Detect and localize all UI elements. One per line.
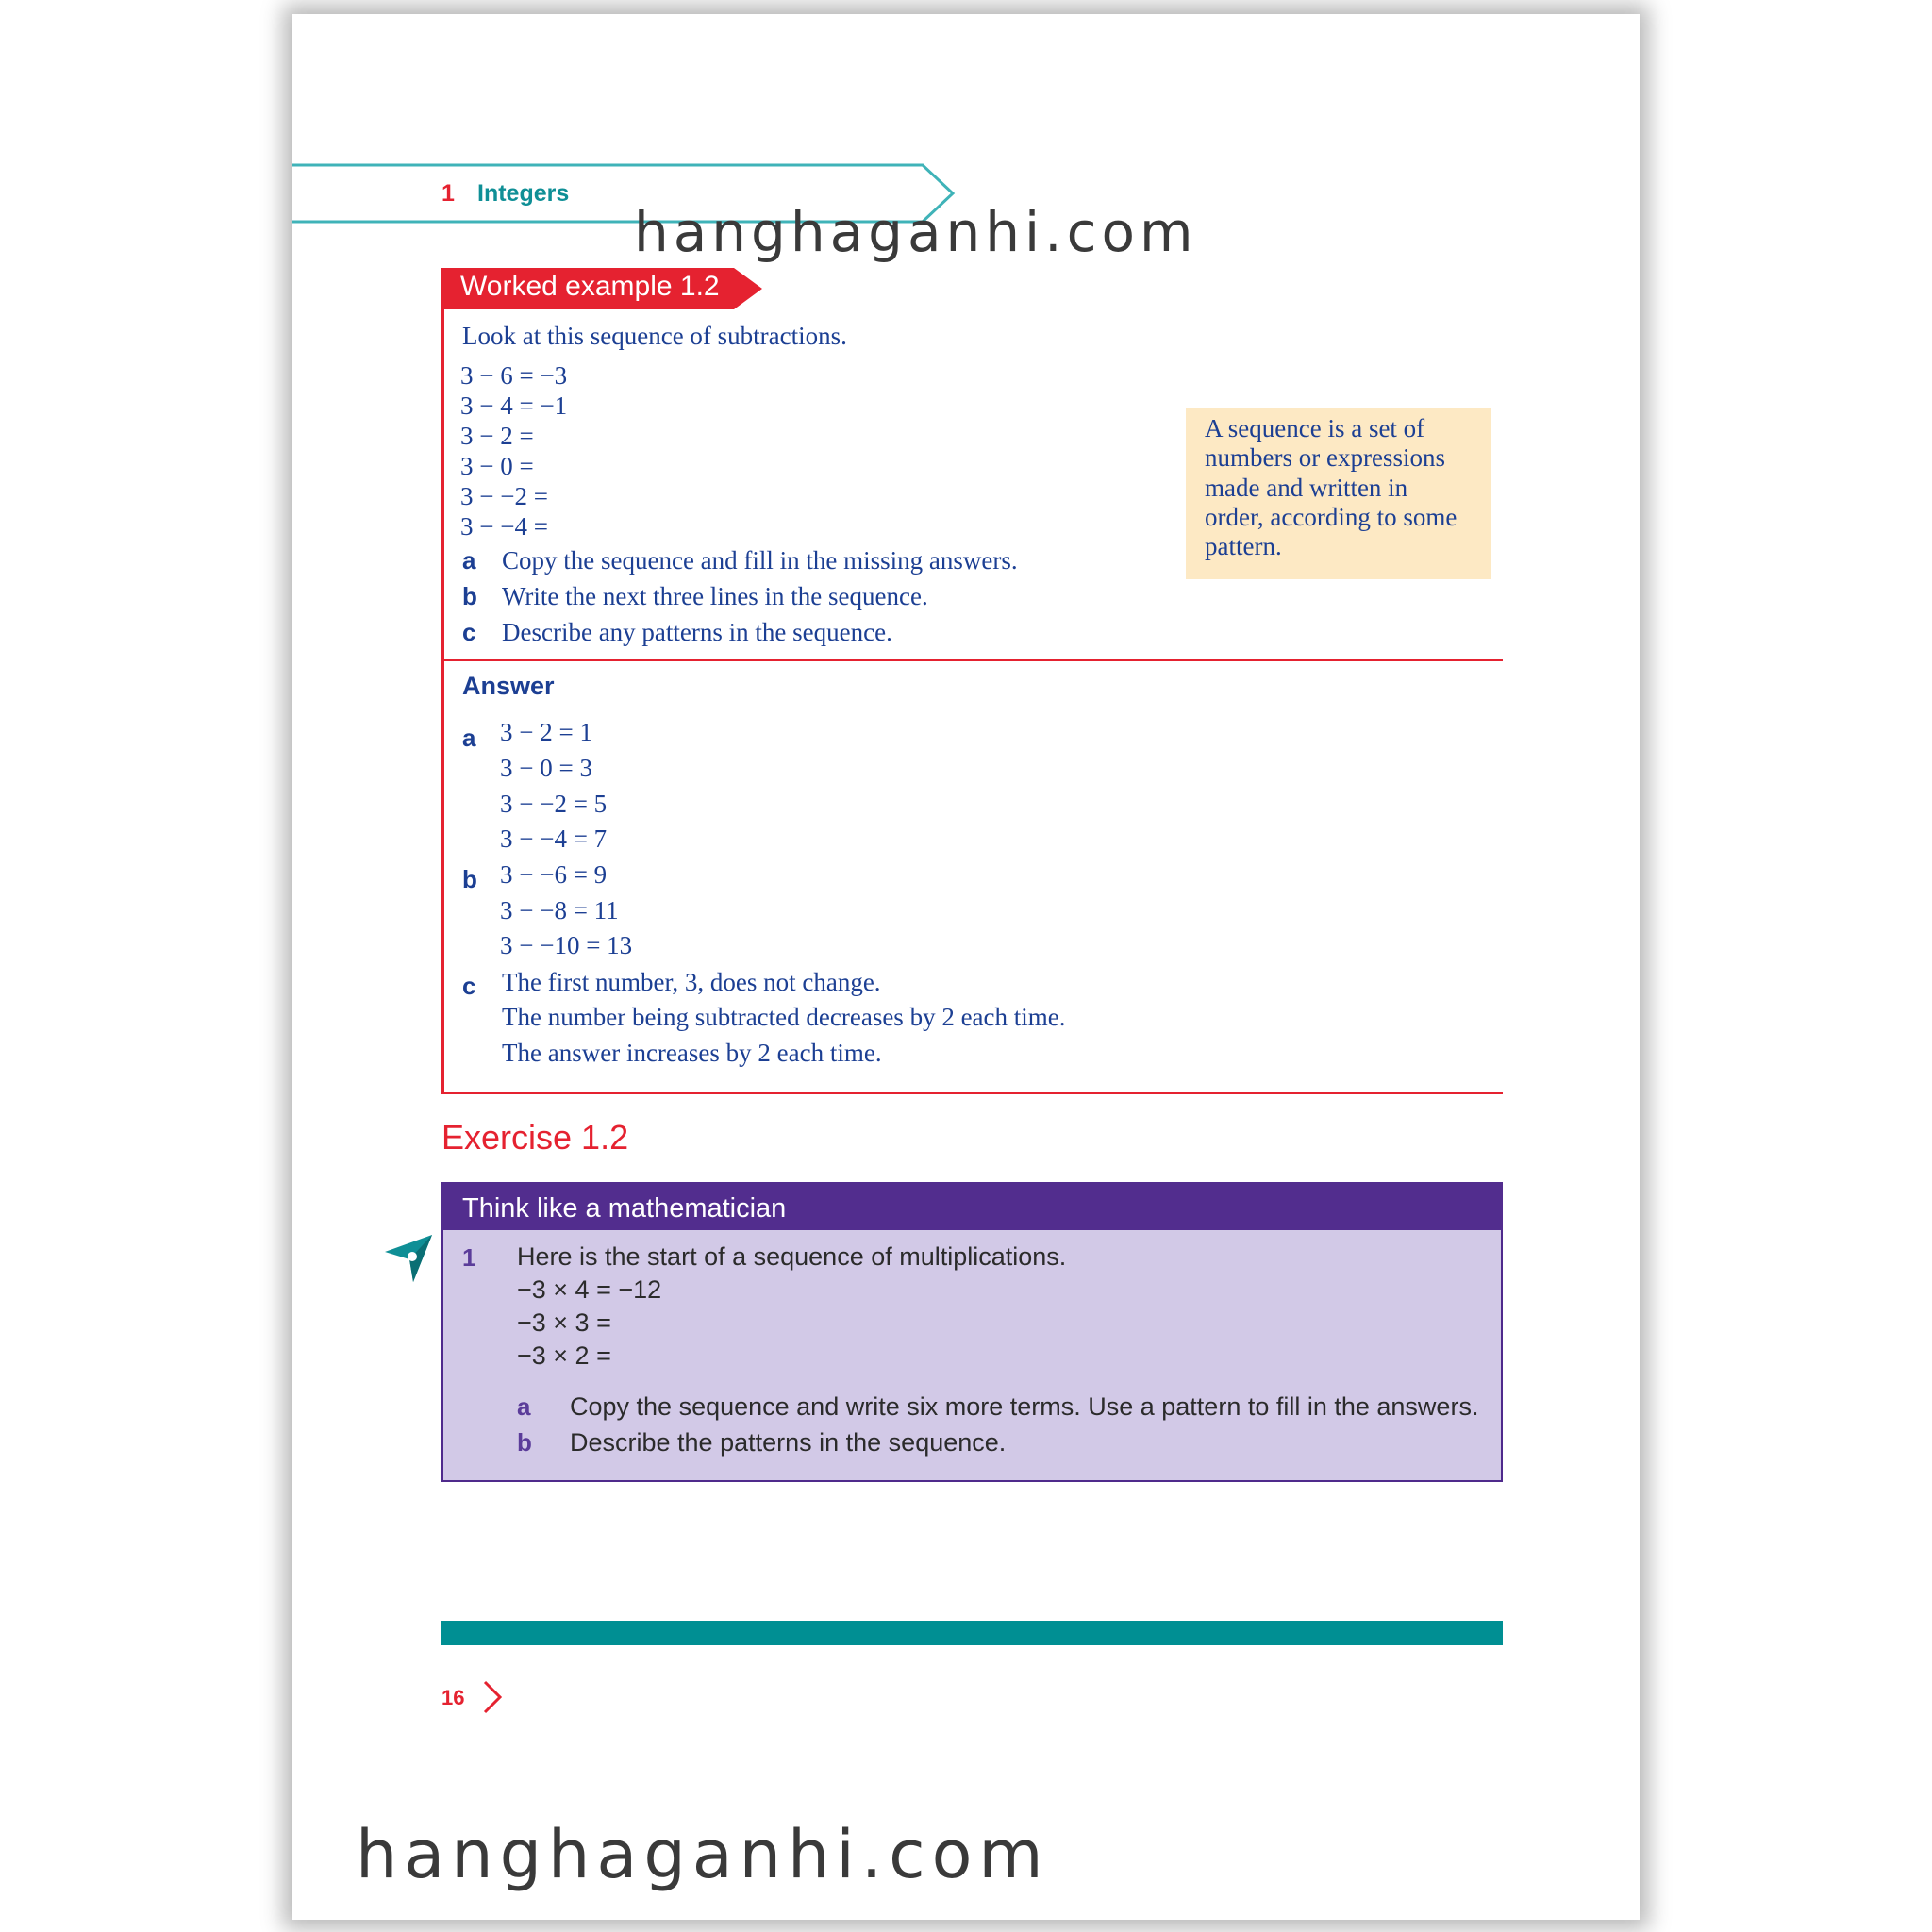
note-line: made and written in bbox=[1205, 474, 1408, 502]
question-text: Copy the sequence and fill in the missing answers. bbox=[502, 546, 1018, 575]
exercise-line: −3 × 2 = bbox=[517, 1341, 611, 1370]
question-letter: c bbox=[462, 618, 476, 646]
chapter-number: 1 bbox=[441, 180, 455, 207]
question-text: Describe any patterns in the sequence. bbox=[502, 618, 892, 646]
answer-line: The number being subtracted decreases by 2 each time. bbox=[502, 1003, 1066, 1031]
sequence-line: 3 − 4 = −1 bbox=[460, 391, 568, 420]
exercise-line: −3 × 3 = bbox=[517, 1308, 611, 1337]
watermark-bottom: hanghaganhi.com bbox=[356, 1816, 1050, 1893]
answer-heading: Answer bbox=[462, 672, 555, 700]
exercise-number: 1 bbox=[462, 1243, 476, 1272]
question-text: Write the next three lines in the sequence. bbox=[502, 582, 928, 610]
worked-example-intro: Look at this sequence of subtractions. bbox=[462, 322, 847, 350]
exercise-part-text: Describe the patterns in the sequence. bbox=[570, 1428, 1007, 1457]
exercise-intro: Here is the start of a sequence of multiplications. bbox=[517, 1242, 1067, 1271]
answer-line: The first number, 3, does not change. bbox=[502, 968, 881, 996]
note-line: order, according to some bbox=[1205, 503, 1457, 531]
sequence-line: 3 − −2 = bbox=[460, 482, 548, 510]
worked-example-frame bbox=[441, 293, 444, 1093]
watermark-top: hanghaganhi.com bbox=[634, 200, 1198, 264]
answer-letter: b bbox=[462, 865, 477, 893]
question-letter: b bbox=[462, 582, 477, 610]
answer-letter: a bbox=[462, 724, 476, 752]
answer-line: 3 − −8 = 11 bbox=[500, 896, 619, 924]
answer-line: 3 − −10 = 13 bbox=[500, 931, 633, 959]
sequence-line: 3 − 0 = bbox=[460, 452, 534, 480]
note-line: pattern. bbox=[1205, 532, 1282, 560]
page-number: 16 bbox=[441, 1686, 465, 1709]
question-letter: a bbox=[462, 546, 476, 575]
note-line: A sequence is a set of bbox=[1205, 414, 1425, 442]
answer-line: 3 − −6 = 9 bbox=[500, 860, 608, 889]
exercise-line: −3 × 4 = −12 bbox=[517, 1275, 662, 1304]
chevron-right-icon bbox=[481, 1678, 504, 1716]
exercise-title: Exercise 1.2 bbox=[441, 1118, 629, 1157]
think-box-title: Think like a mathematician bbox=[462, 1193, 787, 1224]
answer-line: 3 − −2 = 5 bbox=[500, 790, 608, 818]
chapter-title: Integers bbox=[477, 180, 570, 207]
answer-line: 3 − 0 = 3 bbox=[500, 754, 592, 782]
book-page bbox=[292, 14, 1640, 1920]
footer-bar bbox=[441, 1621, 1503, 1645]
answer-letter: c bbox=[462, 972, 476, 1000]
sequence-line: 3 − 2 = bbox=[460, 422, 534, 450]
worked-example-label: Worked example 1.2 bbox=[460, 271, 720, 302]
compass-arrow-icon bbox=[381, 1231, 434, 1284]
sequence-line: 3 − 6 = −3 bbox=[460, 361, 568, 390]
answer-line: The answer increases by 2 each time. bbox=[502, 1039, 882, 1067]
exercise-part-letter: b bbox=[517, 1428, 532, 1457]
answer-line: 3 − −4 = 7 bbox=[500, 824, 608, 853]
sequence-line: 3 − −4 = bbox=[460, 512, 548, 541]
answer-line: 3 − 2 = 1 bbox=[500, 718, 592, 746]
note-line: numbers or expressions bbox=[1205, 443, 1445, 472]
worked-example-bottom-rule bbox=[441, 1092, 1503, 1094]
answer-divider bbox=[441, 659, 1503, 661]
exercise-part-letter: a bbox=[517, 1392, 531, 1421]
exercise-part-text: Copy the sequence and write six more terms. Use a pattern to fill in the answers. bbox=[570, 1392, 1479, 1421]
